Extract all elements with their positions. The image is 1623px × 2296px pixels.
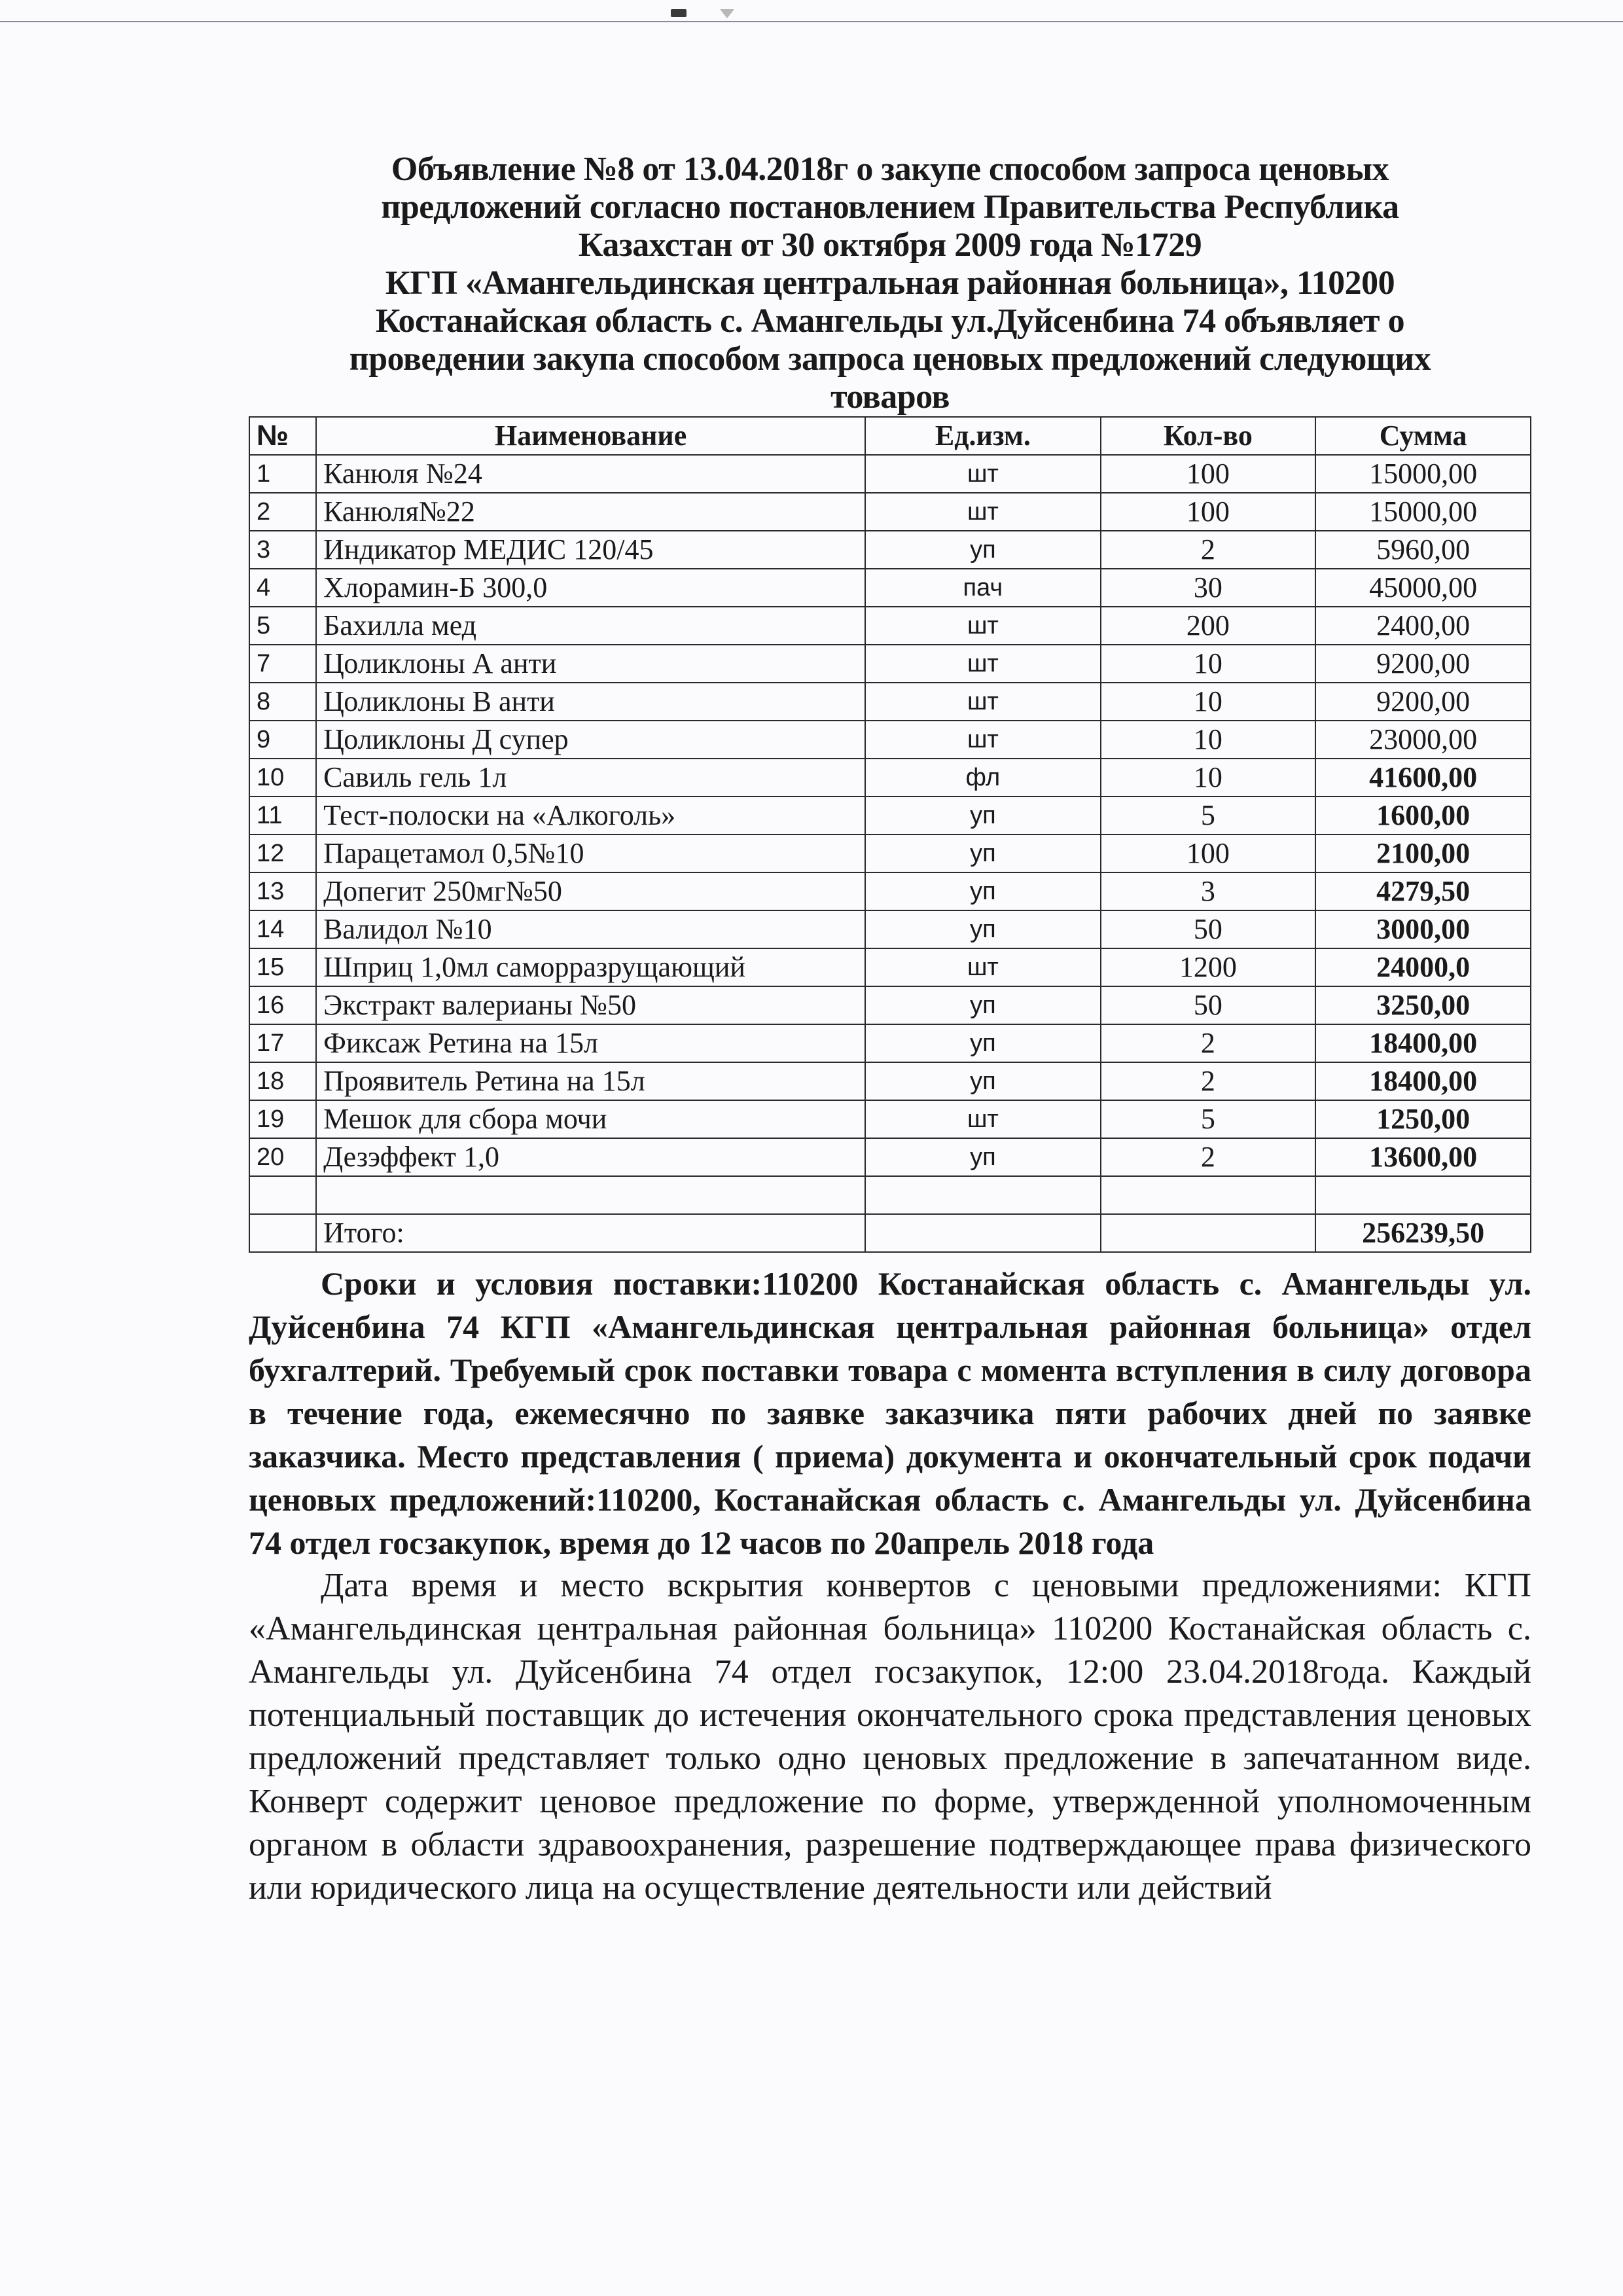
cell-sum: 24000,0 — [1315, 948, 1531, 986]
title-line: товаров — [830, 378, 950, 416]
table-row — [249, 645, 1531, 683]
cell-quantity: 100 — [1101, 834, 1316, 872]
cell-name: Савиль гель 1л — [316, 759, 865, 797]
title-line: Объявление №8 от 13.04.2018г о закупе способом запроса ценовых — [391, 151, 1389, 188]
cell-number: 17 — [249, 1024, 316, 1062]
cell-number: 1 — [249, 455, 316, 493]
total-sum: 256239,50 — [1315, 1214, 1531, 1252]
table-row — [249, 1100, 1531, 1138]
cell-quantity — [1101, 1214, 1316, 1252]
cell-sum: 23000,00 — [1315, 721, 1531, 759]
cell-sum: 5960,00 — [1315, 531, 1531, 569]
cell-number: 14 — [249, 910, 316, 948]
cell-name: Канюля№22 — [316, 493, 865, 531]
cell-name: Экстракт валерианы №50 — [316, 986, 865, 1024]
table-total-row — [249, 1214, 1531, 1252]
cell-quantity: 2 — [1101, 531, 1316, 569]
cell-sum: 2100,00 — [1315, 834, 1531, 872]
title-line: предложений согласно постановлением Правительства Республика — [381, 188, 1399, 226]
cell-quantity: 10 — [1101, 721, 1316, 759]
cell-sum: 1600,00 — [1315, 797, 1531, 834]
cell-quantity — [1101, 1176, 1316, 1214]
cell-name: Хлорамин-Б 300,0 — [316, 569, 865, 607]
cell-quantity: 200 — [1101, 607, 1316, 645]
cell-number: 4 — [249, 569, 316, 607]
table-row — [249, 759, 1531, 797]
cell-name: Парацетамол 0,5№10 — [316, 834, 865, 872]
cell-sum — [1315, 1176, 1531, 1214]
title-line: Костанайская область с. Амангельды ул.Дуйсенбина 74 объявляет о — [375, 302, 1405, 340]
cell-sum: 13600,00 — [1315, 1138, 1531, 1176]
announcement-title — [249, 151, 1531, 416]
title-line: Казахстан от 30 октября 2009 года №1729 — [578, 226, 1202, 264]
cell-unit: шт — [865, 607, 1100, 645]
cell-number: 3 — [249, 531, 316, 569]
cell-unit: уп — [865, 797, 1100, 834]
table-row — [249, 1024, 1531, 1062]
table-empty-row — [249, 1176, 1531, 1214]
cell-quantity: 100 — [1101, 455, 1316, 493]
cell-unit: уп — [865, 531, 1100, 569]
cell-quantity: 10 — [1101, 759, 1316, 797]
table-row — [249, 455, 1531, 493]
cell-unit: пач — [865, 569, 1100, 607]
table-row — [249, 569, 1531, 607]
cell-name: Шприц 1,0мл саморразрущающий — [316, 948, 865, 986]
cell-sum: 3000,00 — [1315, 910, 1531, 948]
cell-number: 13 — [249, 872, 316, 910]
table-row — [249, 948, 1531, 986]
table-body — [249, 455, 1531, 1176]
cell-name: Цоликлоны В анти — [316, 683, 865, 721]
cell-quantity: 2 — [1101, 1062, 1316, 1100]
cell-unit: шт — [865, 455, 1100, 493]
cell-name: Мешок для сбора мочи — [316, 1100, 865, 1138]
cell-sum: 4279,50 — [1315, 872, 1531, 910]
cell-number: 20 — [249, 1138, 316, 1176]
cell-sum: 1250,00 — [1315, 1100, 1531, 1138]
cell-quantity: 100 — [1101, 493, 1316, 531]
header-quantity: Кол-во — [1101, 417, 1316, 455]
cell-sum: 18400,00 — [1315, 1024, 1531, 1062]
cell-name: Фиксаж Ретина на 15л — [316, 1024, 865, 1062]
cell-sum: 9200,00 — [1315, 645, 1531, 683]
cell-number: 9 — [249, 721, 316, 759]
cell-name: Канюля №24 — [316, 455, 865, 493]
header-sum: Сумма — [1315, 417, 1531, 455]
cell-number: 18 — [249, 1062, 316, 1100]
cell-name — [316, 1176, 865, 1214]
cell-name: Валидол №10 — [316, 910, 865, 948]
cell-quantity: 10 — [1101, 645, 1316, 683]
table-row — [249, 834, 1531, 872]
table-row — [249, 531, 1531, 569]
scan-edge-line — [0, 21, 1623, 22]
scan-artifact-mark — [671, 9, 687, 17]
cell-unit — [865, 1176, 1100, 1214]
cell-quantity: 1200 — [1101, 948, 1316, 986]
cell-quantity: 10 — [1101, 683, 1316, 721]
cell-quantity: 2 — [1101, 1138, 1316, 1176]
cell-unit: уп — [865, 910, 1100, 948]
table-row — [249, 683, 1531, 721]
cell-unit: фл — [865, 759, 1100, 797]
cell-unit: уп — [865, 872, 1100, 910]
delivery-terms-paragraph: Сроки и условия поставки:110200 Костанайская область с. Амангельды ул. Дуйсенбина 74 КГП «Амангельдинская центральная районная больница» отдел бухгалтерий. Требуемый срок поставки товара с момента вступления в силу договора в течение года, ежемесячно по заявке заказчика пяти рабочих дней по заявке заказчика. Место представления ( приема) документа и окончательный срок подачи ценовых предложений:110200, Костанайская область с. Амангельды ул. Дуйсенбина 74 отдел госзакупок, время до 12 часов по 20апрель 2018 года — [249, 1265, 1531, 1561]
cell-unit: уп — [865, 834, 1100, 872]
cell-name: Дезэффект 1,0 — [316, 1138, 865, 1176]
document-page — [249, 151, 1531, 1910]
cell-number: 16 — [249, 986, 316, 1024]
cell-quantity: 5 — [1101, 797, 1316, 834]
cell-name: Тест-полоски на «Алкоголь» — [316, 797, 865, 834]
header-number: № — [249, 417, 316, 455]
cell-sum: 45000,00 — [1315, 569, 1531, 607]
cell-name: Индикатор МЕДИС 120/45 — [316, 531, 865, 569]
cell-name: Допегит 250мг№50 — [316, 872, 865, 910]
header-unit: Ед.изм. — [865, 417, 1100, 455]
title-line: проведении закупа способом запроса ценовых предложений следующих — [349, 340, 1431, 378]
table-row — [249, 493, 1531, 531]
cell-quantity: 3 — [1101, 872, 1316, 910]
envelope-opening-paragraph: Дата время и место вскрытия конвертов с ценовыми предложениями: КГП «Амангельдинская центральная районная больница» 110200 Костанайская область с. Амангельды ул. Дуйсенбина 74 отдел госзакупок, 12:00 23.04.2018года. Каждый потенциальный поставщик до истечения окончательного срока представления ценовых предложений представляет только одно ценовых предложение в запечатанном виде. Конверт содержит ценовое предложение по форме, утвержденной уполномоченным органом в области здравоохранения, разрешение подтверждающее права физического или юридического лица на осуществление деятельности или действий — [249, 1567, 1531, 1907]
cell-number: 8 — [249, 683, 316, 721]
cell-unit: шт — [865, 721, 1100, 759]
table-row — [249, 797, 1531, 834]
cell-quantity: 5 — [1101, 1100, 1316, 1138]
table-row — [249, 1062, 1531, 1100]
cell-unit: уп — [865, 1062, 1100, 1100]
table-row — [249, 1138, 1531, 1176]
cell-quantity: 50 — [1101, 910, 1316, 948]
cell-number: 12 — [249, 834, 316, 872]
cell-name: Проявитель Ретина на 15л — [316, 1062, 865, 1100]
cell-unit: шт — [865, 645, 1100, 683]
cell-number: 2 — [249, 493, 316, 531]
cell-name: Цоликлоны А анти — [316, 645, 865, 683]
goods-table — [249, 416, 1531, 1253]
cell-unit: шт — [865, 1100, 1100, 1138]
total-label: Итого: — [316, 1214, 865, 1252]
header-name: Наименование — [316, 417, 865, 455]
cell-unit: шт — [865, 683, 1100, 721]
cell-number: 15 — [249, 948, 316, 986]
cell-unit: уп — [865, 1138, 1100, 1176]
scan-artifact-mark — [720, 9, 734, 18]
cell-number — [249, 1176, 316, 1214]
cell-unit: шт — [865, 493, 1100, 531]
cell-name: Бахилла мед — [316, 607, 865, 645]
table-row — [249, 910, 1531, 948]
cell-number: 19 — [249, 1100, 316, 1138]
cell-sum: 41600,00 — [1315, 759, 1531, 797]
cell-unit: уп — [865, 1024, 1100, 1062]
table-row — [249, 607, 1531, 645]
cell-number — [249, 1214, 316, 1252]
cell-unit: шт — [865, 948, 1100, 986]
cell-unit: уп — [865, 986, 1100, 1024]
table-row — [249, 721, 1531, 759]
cell-unit — [865, 1214, 1100, 1252]
cell-sum: 3250,00 — [1315, 986, 1531, 1024]
cell-sum: 15000,00 — [1315, 493, 1531, 531]
cell-number: 5 — [249, 607, 316, 645]
cell-quantity: 30 — [1101, 569, 1316, 607]
cell-number: 7 — [249, 645, 316, 683]
cell-name: Цоликлоны Д супер — [316, 721, 865, 759]
table-header-row — [249, 417, 1531, 455]
cell-sum: 18400,00 — [1315, 1062, 1531, 1100]
cell-sum: 9200,00 — [1315, 683, 1531, 721]
cell-sum: 2400,00 — [1315, 607, 1531, 645]
cell-sum: 15000,00 — [1315, 455, 1531, 493]
cell-quantity: 50 — [1101, 986, 1316, 1024]
table-row — [249, 872, 1531, 910]
table-row — [249, 986, 1531, 1024]
cell-quantity: 2 — [1101, 1024, 1316, 1062]
title-line: КГП «Амангельдинская центральная районная больница», 110200 — [385, 264, 1395, 302]
cell-number: 11 — [249, 797, 316, 834]
cell-number: 10 — [249, 759, 316, 797]
